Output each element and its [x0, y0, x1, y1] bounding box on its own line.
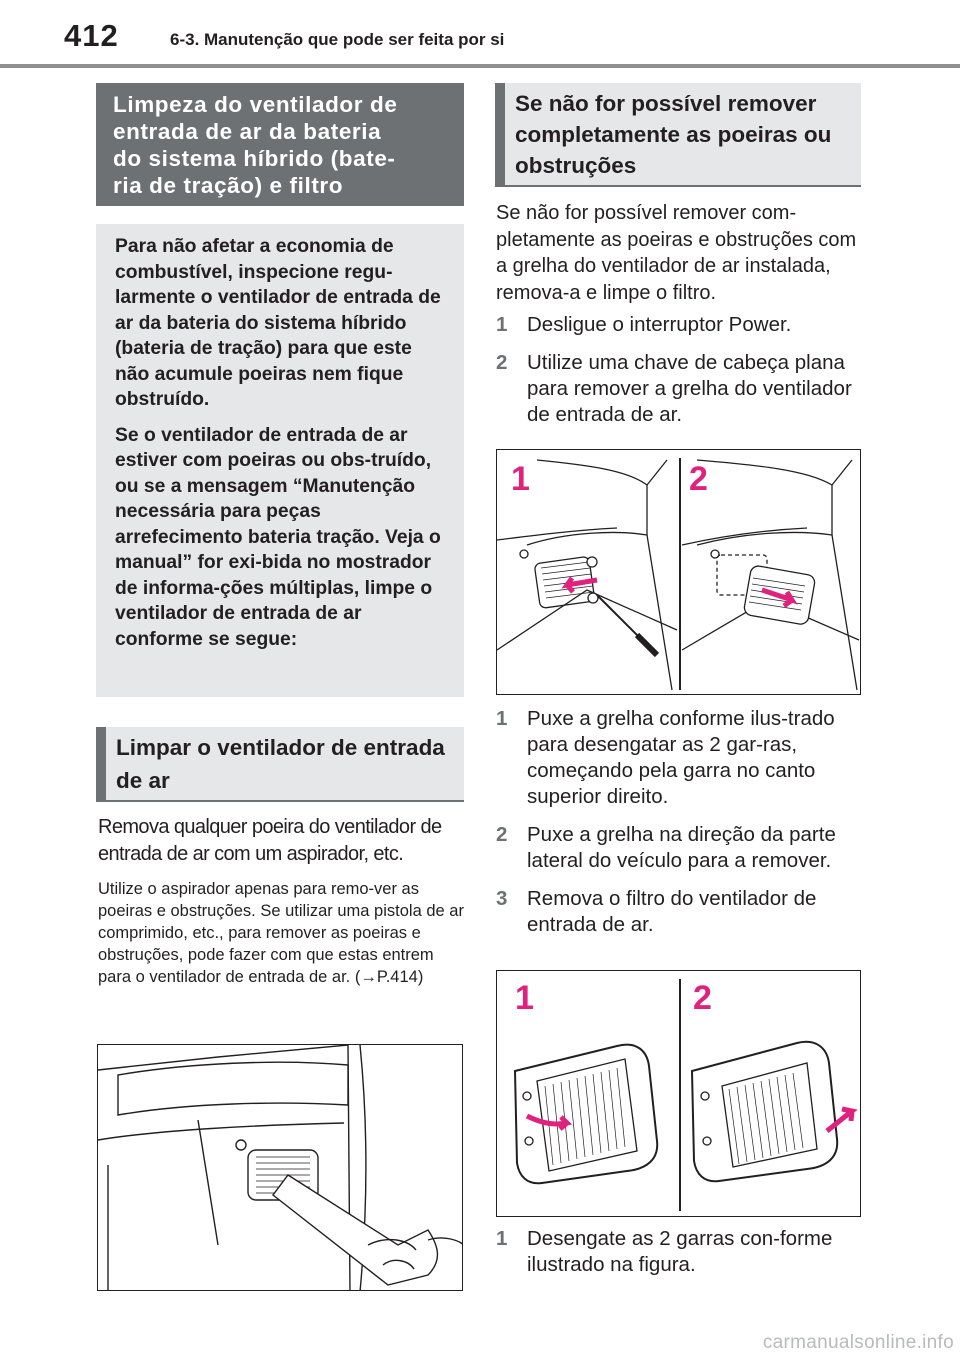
figure2-label-2: 2	[693, 979, 712, 1017]
figure1-label-1: 1	[511, 460, 530, 498]
steps-list-b	[496, 706, 858, 950]
steps-list-c	[496, 1226, 858, 1290]
steps-list-a	[496, 312, 858, 440]
heading-remove-grille: Se não for possível remover completamente as poeiras ou obstruções	[495, 83, 861, 187]
step-item	[496, 350, 858, 428]
footer-watermark: carmanualsonline.info	[762, 1332, 954, 1353]
step-number: 2	[496, 823, 508, 846]
step-number: 1	[496, 707, 508, 730]
step-item	[496, 886, 858, 938]
step-number: 3	[496, 887, 508, 910]
step-item	[496, 706, 858, 810]
main-heading-line: ria de tração) e filtro	[113, 173, 344, 198]
step-item	[496, 312, 858, 338]
figure1-label-2: 2	[689, 460, 708, 498]
intro-paragraph: Se o ventilador de entrada de ar estiver com poeiras ou obs-truído, ou se a mensagem “Manutenção necessária para peças arrefecimento bateria tração. Veja o manual” for exi-bida no mostrador de informa-ções múltiplas, limpe o ventilador de entrada de ar conforme se segue:	[115, 424, 441, 650]
step-text: Puxe a grelha conforme ilus-trado para desengatar as 2 gar-ras, começando pela garra no canto superior direito.	[527, 707, 835, 808]
section-title: 6-3. Manutenção que pode ser feita por si	[170, 30, 505, 49]
step-text: Desligue o interruptor Power.	[527, 313, 792, 336]
step-text: Puxe a grelha na direção da parte lateral do veículo para a remover.	[527, 823, 836, 872]
step-number: 2	[496, 351, 508, 374]
step-number: 1	[496, 313, 508, 336]
grille-removal-illustration	[496, 449, 861, 695]
step-item	[496, 1226, 858, 1278]
intro-paragraph: Para não afetar a economia de combustível, inspecione regu-larmente o ventilador de entrada de ar da bateria do sistema híbrido (bateria de tração) para que este não acumule poeiras nem fique obstruído.	[115, 236, 441, 410]
main-heading-line: do sistema híbrido (bate-	[113, 146, 396, 171]
intro-box	[96, 224, 464, 697]
step-text: Desengate as 2 garras con-forme ilustrado na figura.	[527, 1227, 833, 1276]
main-heading	[96, 83, 464, 206]
step-text: Remova o filtro do ventilador de entrada de ar.	[527, 887, 817, 936]
vacuum-illustration	[97, 1044, 463, 1291]
subheading-clean-fan: Limpar o ventilador de entrada de ar	[96, 727, 464, 802]
main-heading-line: Limpeza do ventilador de	[113, 92, 398, 117]
header-divider	[0, 64, 960, 68]
vacuum-note: Utilize o aspirador apenas para remo-ver as poeiras e obstruções. Se utilizar uma pistola de ar comprimido, etc., para remover as poeiras e obstruções, pode fazer com que estas entrem para o ventilador de entrada de ar. (→P.414)	[98, 880, 464, 986]
main-heading-line: entrada de ar da bateria	[113, 119, 382, 144]
page-number: 412	[64, 18, 119, 53]
filter-claws-illustration	[496, 970, 861, 1217]
clean-fan-body: Remova qualquer poeira do ventilador de entrada de ar com um aspirador, etc.	[98, 816, 442, 865]
step-number: 1	[496, 1227, 508, 1250]
remove-grille-intro: Se não for possível remover com-pletamente as poeiras e obstruções com a grelha do ventilador de ar instalada, remova-a e limpe o filtro.	[496, 202, 857, 304]
step-item	[496, 822, 858, 874]
step-text: Utilize uma chave de cabeça plana para remover a grelha do ventilador de entrada de ar.	[527, 351, 852, 426]
figure2-label-1: 1	[515, 979, 534, 1017]
